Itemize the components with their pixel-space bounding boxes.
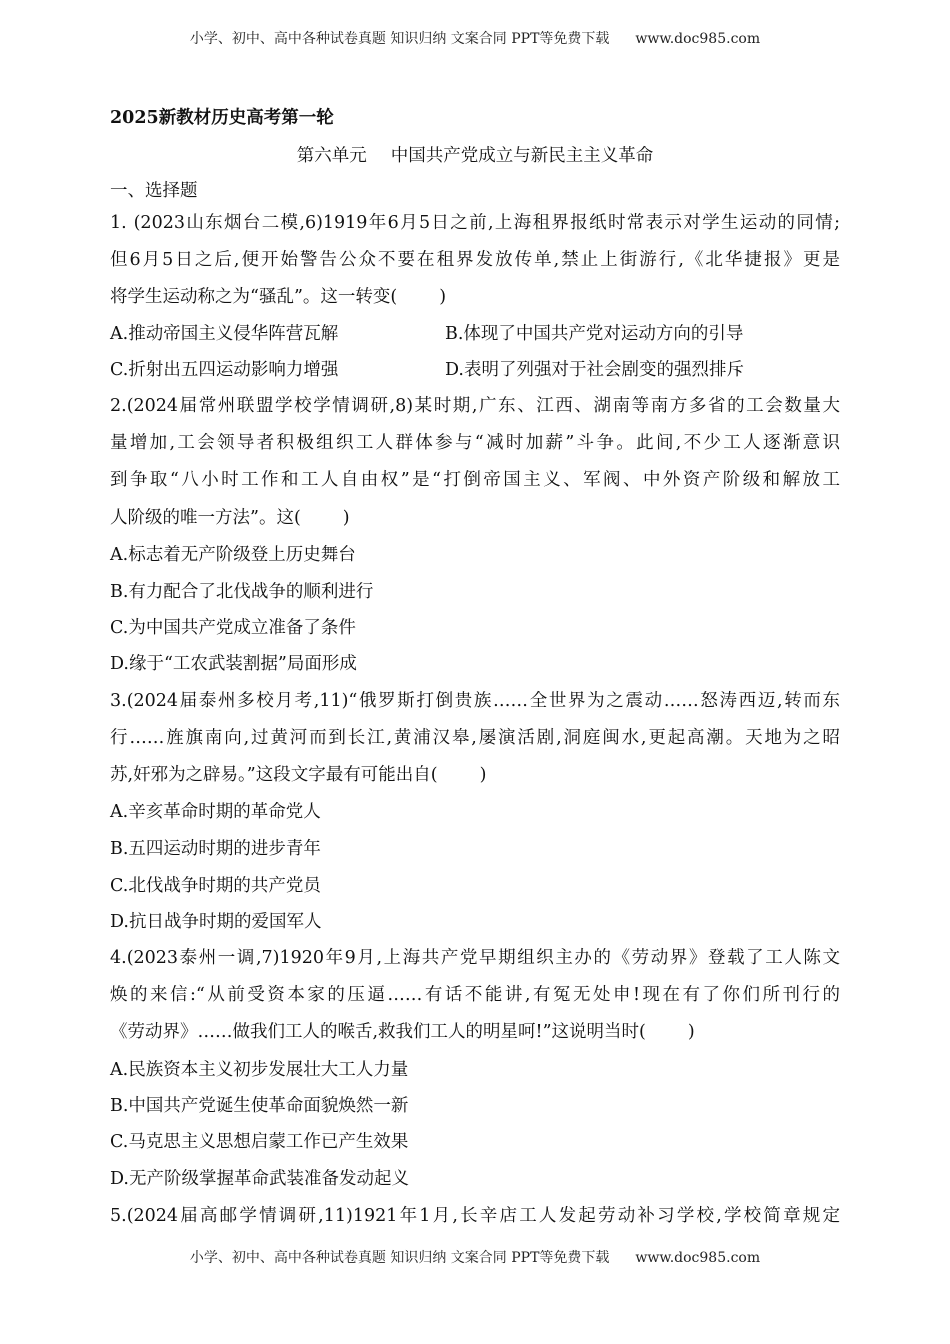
q4-stem-end: 《劳动界》……做我们工人的喉舌,救我们工人的明星呵!”这说明当时(: [110, 1022, 646, 1042]
q2-stem-end: 人阶级的唯一方法”。这(: [110, 508, 301, 528]
document-title: 2025新教材历史高考第一轮: [110, 108, 334, 128]
q3-option-d[interactable]: D.抗日战争时期的爱国军人: [110, 912, 322, 932]
q1-option-d[interactable]: D.表明了列强对于社会剧变的强烈排斥: [445, 360, 744, 380]
q2-line-1: 2.(2024届常州联盟学校学情调研,8)某时期,广东、江西、湖南等南方多省的工会数量大: [110, 396, 840, 416]
q2-line-3: 到争取“八小时工作和工人自由权”是“打倒帝国主义、军阀、中外资产阶级和解放工: [110, 470, 840, 490]
unit-number: 第六单元: [296, 146, 367, 166]
q2-paren-close: ): [342, 508, 350, 528]
q3-line-2: 行……旌旗南向,过黄河而到长江,黄浦汉皋,屡演活剧,洞庭闽水,更起高潮。天地为之昭: [110, 728, 840, 748]
q4-line-3: [110, 1020, 840, 1044]
q1-paren-close: ): [439, 287, 447, 307]
unit-title: [0, 142, 950, 167]
section-heading: 一、选择题: [110, 181, 198, 201]
unit-name: 中国共产党成立与新民主主义革命: [390, 146, 654, 166]
q4-option-c[interactable]: C.马克思主义思想启蒙工作已产生效果: [110, 1132, 409, 1152]
q3-option-c[interactable]: C.北伐战争时期的共产党员: [110, 876, 321, 896]
q3-option-a[interactable]: A.辛亥革命时期的革命党人: [110, 802, 321, 822]
q4-option-a[interactable]: A.民族资本主义初步发展壮大工人力量: [110, 1060, 409, 1080]
q2-option-c[interactable]: C.为中国共产党成立准备了条件: [110, 618, 356, 638]
q3-paren-close: ): [479, 765, 487, 785]
q4-option-d[interactable]: D.无产阶级掌握革命武装准备发动起义: [110, 1169, 409, 1189]
q1-line-3: [110, 285, 840, 309]
q3-option-b[interactable]: B.五四运动时期的进步青年: [110, 839, 321, 859]
site-footer: [0, 1247, 950, 1267]
q3-stem-end: 苏,奸邪为之辟易。”这段文字最有可能出自(: [110, 765, 438, 785]
q1-option-a[interactable]: A.推动帝国主义侵华阵营瓦解: [110, 324, 339, 344]
footer-url[interactable]: www.doc985.com: [635, 1250, 761, 1266]
site-header: [0, 28, 950, 48]
q4-line-2: 焕的来信:“从前受资本家的压逼……有话不能讲,有冤无处申!现在有了你们所刊行的: [110, 985, 840, 1005]
q2-option-d[interactable]: D.缘于“工农武装割据”局面形成: [110, 654, 357, 674]
q2-line-4: [110, 506, 840, 530]
q4-paren-close: ): [687, 1022, 695, 1042]
footer-text: 小学、初中、高中各种试卷真题 知识归纳 文案合同 PPT等免费下载: [189, 1250, 610, 1266]
q2-option-b[interactable]: B.有力配合了北伐战争的顺利进行: [110, 582, 374, 602]
q2-option-a[interactable]: A.标志着无产阶级登上历史舞台: [110, 545, 356, 565]
q1-options-row-2: [110, 358, 840, 382]
q1-option-b[interactable]: B.体现了中国共产党对运动方向的引导: [445, 324, 744, 344]
q1-option-c[interactable]: C.折射出五四运动影响力增强: [110, 360, 339, 380]
header-text: 小学、初中、高中各种试卷真题 知识归纳 文案合同 PPT等免费下载: [189, 31, 610, 47]
q3-line-3: [110, 763, 840, 787]
q1-line-1: 1. (2023山东烟台二模,6)1919年6月5日之前,上海租界报纸时常表示对学生运动的同情;: [110, 213, 840, 233]
q4-option-b[interactable]: B.中国共产党诞生使革命面貌焕然一新: [110, 1096, 409, 1116]
q2-line-2: 量增加,工会领导者积极组织工人群体参与“减时加薪”斗争。此间,不少工人逐渐意识: [110, 433, 840, 453]
header-url[interactable]: www.doc985.com: [635, 31, 761, 47]
q4-line-1: 4.(2023泰州一调,7)1920年9月,上海共产党早期组织主办的《劳动界》登载了工人陈文: [110, 948, 840, 968]
q5-line-1: 5.(2024届高邮学情调研,11)1921年1月,长辛店工人发起劳动补习学校,学校简章规定: [110, 1206, 840, 1226]
q3-line-1: 3.(2024届泰州多校月考,11)“俄罗斯打倒贵族……全世界为之震动……怒涛西迈,转而东: [110, 691, 840, 711]
q1-stem-end: 将学生运动称之为“骚乱”。这一转变(: [110, 287, 398, 307]
q1-options-row-1: [110, 322, 840, 346]
q1-line-2: 但6月5日之后,便开始警告公众不要在租界发放传单,禁止上街游行,《北华捷报》更是: [110, 250, 840, 270]
